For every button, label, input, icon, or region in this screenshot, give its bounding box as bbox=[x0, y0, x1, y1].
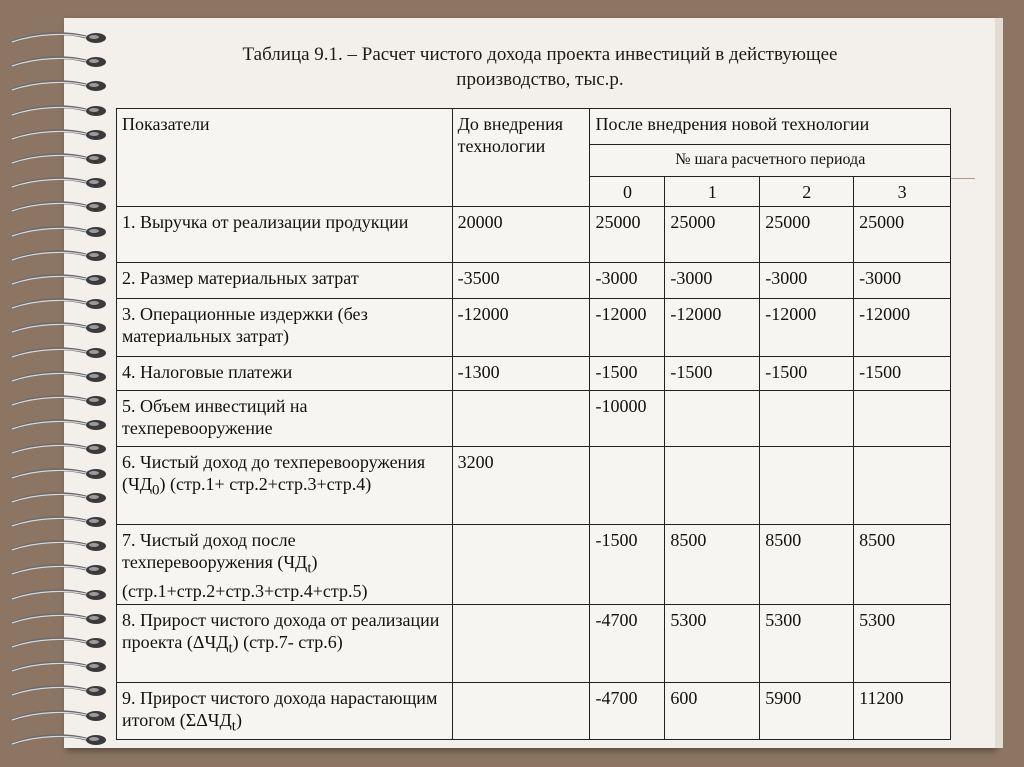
cell-step-3: 11200 bbox=[854, 682, 951, 740]
cell-step-0 bbox=[590, 447, 665, 525]
cell-step-1 bbox=[665, 447, 760, 525]
cell-step-1: 600 bbox=[665, 682, 760, 740]
cell-before: 20000 bbox=[452, 207, 590, 263]
cell-before bbox=[452, 525, 590, 605]
cell-step-0: -12000 bbox=[590, 299, 665, 357]
spiral-coil bbox=[8, 635, 108, 651]
cell-step-1: 5300 bbox=[665, 604, 760, 682]
cell-step-0: 25000 bbox=[590, 207, 665, 263]
table-row bbox=[117, 263, 951, 299]
table-row bbox=[117, 604, 951, 682]
cell-step-3: -12000 bbox=[854, 299, 951, 357]
title-line-2: производство, тыс.р. bbox=[456, 69, 624, 90]
header-indicators: Показатели bbox=[117, 109, 453, 207]
spiral-coil bbox=[8, 272, 108, 288]
step-1: 1 bbox=[665, 177, 760, 207]
cell-step-1: 8500 bbox=[665, 525, 760, 605]
spiral-coil bbox=[8, 296, 108, 312]
cell-step-2 bbox=[760, 447, 854, 525]
spiral-coil bbox=[8, 345, 108, 361]
spiral-coil bbox=[8, 538, 108, 554]
cell-step-3: -1500 bbox=[854, 357, 951, 391]
spiral-coil bbox=[8, 683, 108, 699]
spiral-coil bbox=[8, 175, 108, 191]
cell-step-2: 8500 bbox=[760, 525, 854, 605]
cell-step-0: -3000 bbox=[590, 263, 665, 299]
cell-step-3: 8500 bbox=[854, 525, 951, 605]
header-step: № шага расчетного периода bbox=[590, 145, 951, 177]
cell-step-3: -3000 bbox=[854, 263, 951, 299]
row-label: 9. Прирост чистого дохода нарастающим итогом $(\Sigma\Delta ЧД_t)$ bbox=[117, 682, 453, 740]
header-before: До внедрения технологии bbox=[452, 109, 590, 207]
row-label: 2. Размер материальных затрат bbox=[117, 263, 453, 299]
title-line-1: Таблица 9.1. – Расчет чистого дохода проекта инвестиций в действующее bbox=[242, 44, 838, 65]
cell-step-3: 5300 bbox=[854, 604, 951, 682]
cell-before: -1300 bbox=[452, 357, 590, 391]
income-table bbox=[116, 108, 951, 740]
spiral-coil bbox=[8, 562, 108, 578]
cell-step-0: -4700 bbox=[590, 682, 665, 740]
spiral-coil bbox=[8, 732, 108, 748]
row-label: 8. Прирост чистого дохода от реализации проекта $(\Delta ЧД_t)$ (стр.7- стр.6) bbox=[117, 604, 453, 682]
cell-step-0: -4700 bbox=[590, 604, 665, 682]
cell-step-2: -1500 bbox=[760, 357, 854, 391]
spiral-coil bbox=[8, 708, 108, 724]
cell-step-3 bbox=[854, 447, 951, 525]
spiral-coil bbox=[8, 320, 108, 336]
spiral-coil bbox=[8, 393, 108, 409]
spiral-coil bbox=[8, 441, 108, 457]
spiral-coil bbox=[8, 587, 108, 603]
cell-step-1: -1500 bbox=[665, 357, 760, 391]
spiral-coil bbox=[8, 224, 108, 240]
cell-step-2: 5900 bbox=[760, 682, 854, 740]
cell-step-0: -10000 bbox=[590, 391, 665, 447]
spiral-coil bbox=[8, 54, 108, 70]
cell-step-2: -12000 bbox=[760, 299, 854, 357]
cell-before bbox=[452, 682, 590, 740]
spiral-coil bbox=[8, 659, 108, 675]
row-label: 3. Операционные издержки (без материальных затрат) bbox=[117, 299, 453, 357]
header-row bbox=[117, 109, 951, 145]
cell-step-2 bbox=[760, 391, 854, 447]
step-3: 3 bbox=[854, 177, 951, 207]
table-row bbox=[117, 207, 951, 263]
spiral-coil bbox=[8, 611, 108, 627]
spiral-coil bbox=[8, 127, 108, 143]
spiral-coil bbox=[8, 78, 108, 94]
spiral-coil bbox=[8, 417, 108, 433]
spiral-coil bbox=[8, 248, 108, 264]
cell-before bbox=[452, 391, 590, 447]
spiral-coil bbox=[8, 490, 108, 506]
step-0: 0 bbox=[590, 177, 665, 207]
spiral-coil bbox=[8, 199, 108, 215]
table-row bbox=[117, 447, 951, 525]
table-row bbox=[117, 357, 951, 391]
cell-step-2: 25000 bbox=[760, 207, 854, 263]
row-label: 5. Объем инвестиций на техперевооружение bbox=[117, 391, 453, 447]
cell-step-1: -12000 bbox=[665, 299, 760, 357]
cell-before: -12000 bbox=[452, 299, 590, 357]
cell-step-0: -1500 bbox=[590, 357, 665, 391]
table-row bbox=[117, 525, 951, 605]
cell-step-1 bbox=[665, 391, 760, 447]
table-row bbox=[117, 391, 951, 447]
table-row bbox=[117, 682, 951, 740]
page-title bbox=[120, 42, 960, 92]
step-2: 2 bbox=[760, 177, 854, 207]
spiral-coil bbox=[8, 369, 108, 385]
spiral-coil bbox=[8, 151, 108, 167]
cell-step-2: 5300 bbox=[760, 604, 854, 682]
spiral-coil bbox=[8, 466, 108, 482]
row-label: 1. Выручка от реализации продукции bbox=[117, 207, 453, 263]
page-edge bbox=[995, 18, 1003, 748]
cell-step-0: -1500 bbox=[590, 525, 665, 605]
cell-step-1: -3000 bbox=[665, 263, 760, 299]
cell-step-1: 25000 bbox=[665, 207, 760, 263]
row-label: 6. Чистый доход до техперевооружения $(ЧД_0)$ (стр.1+ стр.2+стр.3+стр.4) bbox=[117, 447, 453, 525]
table-row bbox=[117, 299, 951, 357]
cell-before: 3200 bbox=[452, 447, 590, 525]
spiral-coil bbox=[8, 514, 108, 530]
header-after: После внедрения новой технологии bbox=[590, 109, 951, 145]
cell-before bbox=[452, 604, 590, 682]
cell-step-3: 25000 bbox=[854, 207, 951, 263]
spiral-coil bbox=[8, 30, 108, 46]
cell-before: -3500 bbox=[452, 263, 590, 299]
row-label: 4. Налоговые платежи bbox=[117, 357, 453, 391]
cell-step-2: -3000 bbox=[760, 263, 854, 299]
row-label: 7. Чистый доход после техперевооружения $(ЧД_t)$ (стр.1+стр.2+стр.3+стр.4+стр.5) bbox=[117, 525, 453, 605]
cell-step-3 bbox=[854, 391, 951, 447]
spiral-coil bbox=[8, 103, 108, 119]
